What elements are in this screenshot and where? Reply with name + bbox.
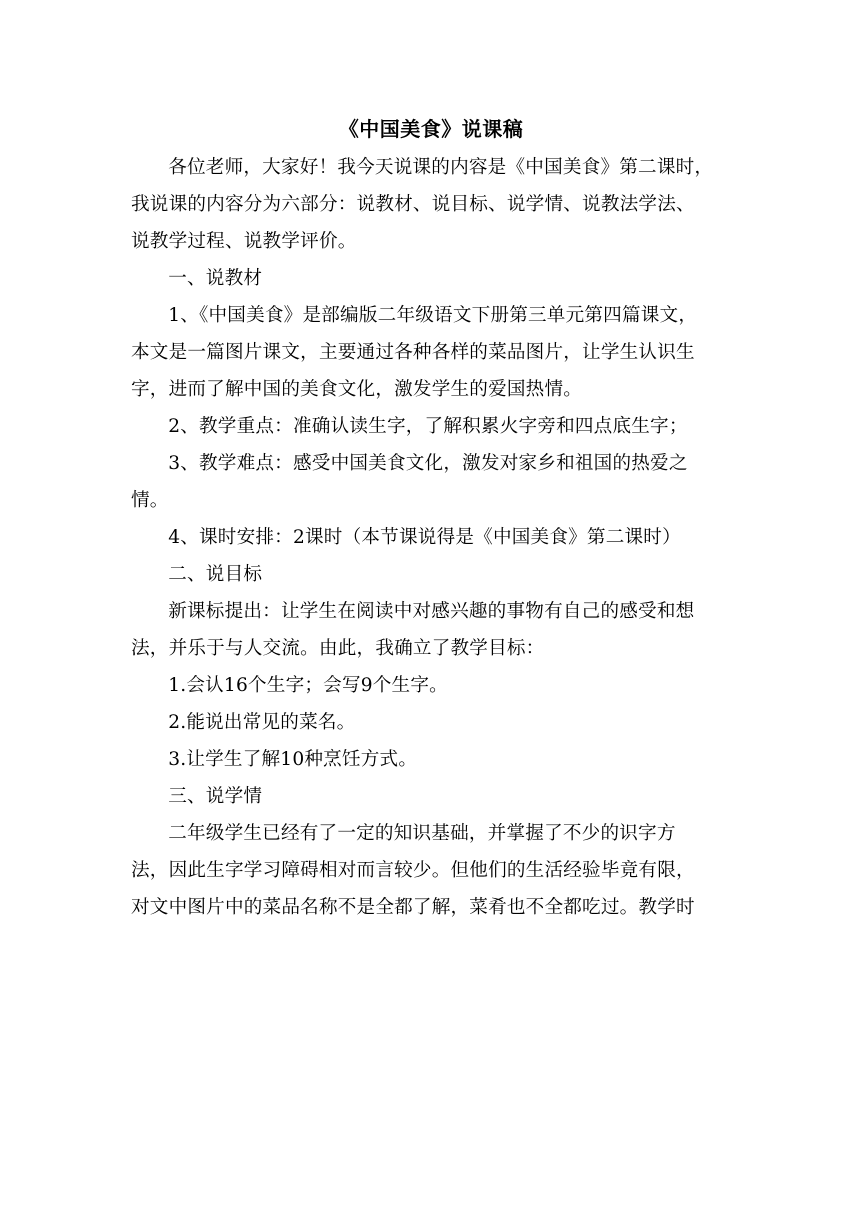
- document-page: [131, 113, 731, 926]
- text-line: 法，因此生字学习障碍相对而言较少。但他们的生活经验毕竟有限，: [131, 860, 695, 881]
- goal-item-3: [131, 741, 731, 778]
- paragraph-difficulties: [131, 445, 731, 519]
- text-line: 三、说学情: [168, 786, 263, 807]
- text-line: 4、课时安排：2课时（本节课说得是《中国美食》第二课时）: [168, 527, 681, 548]
- text-line: 一、说教材: [168, 268, 263, 289]
- document-title: 《中国美食》说课稿: [338, 117, 524, 141]
- paragraph-intro: [131, 149, 731, 260]
- goal-item-1: [131, 667, 731, 704]
- section-heading-textbook: [131, 260, 731, 297]
- text-line: 3.让学生了解10种烹饪方式。: [168, 749, 418, 770]
- text-line: 对文中图片中的菜品名称不是全都了解，菜肴也不全都吃过。教学时: [131, 897, 695, 918]
- text-line: 二、说目标: [168, 564, 263, 585]
- text-line: 情。: [131, 490, 169, 511]
- section-heading-goals: [131, 556, 731, 593]
- text-line: 3、教学难点：感受中国美食文化，激发对家乡和祖国的热爱之: [168, 453, 688, 474]
- paragraph-schedule: [131, 519, 731, 556]
- text-line: 本文是一篇图片课文，主要通过各种各样的菜品图片，让学生认识生: [131, 342, 695, 363]
- paragraph-students: [131, 815, 731, 926]
- goal-item-2: [131, 704, 731, 741]
- text-line: 我说课的内容分为六部分：说教材、说目标、说学情、说教法学法、: [131, 194, 695, 215]
- text-line: 说教学过程、说教学评价。: [131, 231, 357, 252]
- text-line: 新课标提出：让学生在阅读中对感兴趣的事物有自己的感受和想: [168, 601, 695, 622]
- text-line: 2.能说出常见的菜名。: [168, 712, 356, 733]
- text-line: 1、《中国美食》是部编版二年级语文下册第三单元第四篇课文，: [168, 305, 698, 326]
- text-line: 各位老师，大家好！我今天说课的内容是《中国美食》第二课时，: [168, 157, 714, 178]
- paragraph-curriculum: [131, 593, 731, 667]
- text-line: 1.会认16个生字；会写9个生字。: [168, 675, 448, 696]
- paragraph-textbook-1: [131, 297, 731, 408]
- text-line: 字，进而了解中国的美食文化，激发学生的爱国热情。: [131, 379, 583, 400]
- text-line: 二年级学生已经有了一定的知识基础，并掌握了不少的识字方: [168, 823, 676, 844]
- paragraph-key-points: [131, 408, 731, 445]
- text-line: 法，并乐于与人交流。由此，我确立了教学目标：: [131, 638, 545, 659]
- text-line: 2、教学重点：准确认读生字，了解积累火字旁和四点底生字；: [168, 416, 688, 437]
- section-heading-students: [131, 778, 731, 815]
